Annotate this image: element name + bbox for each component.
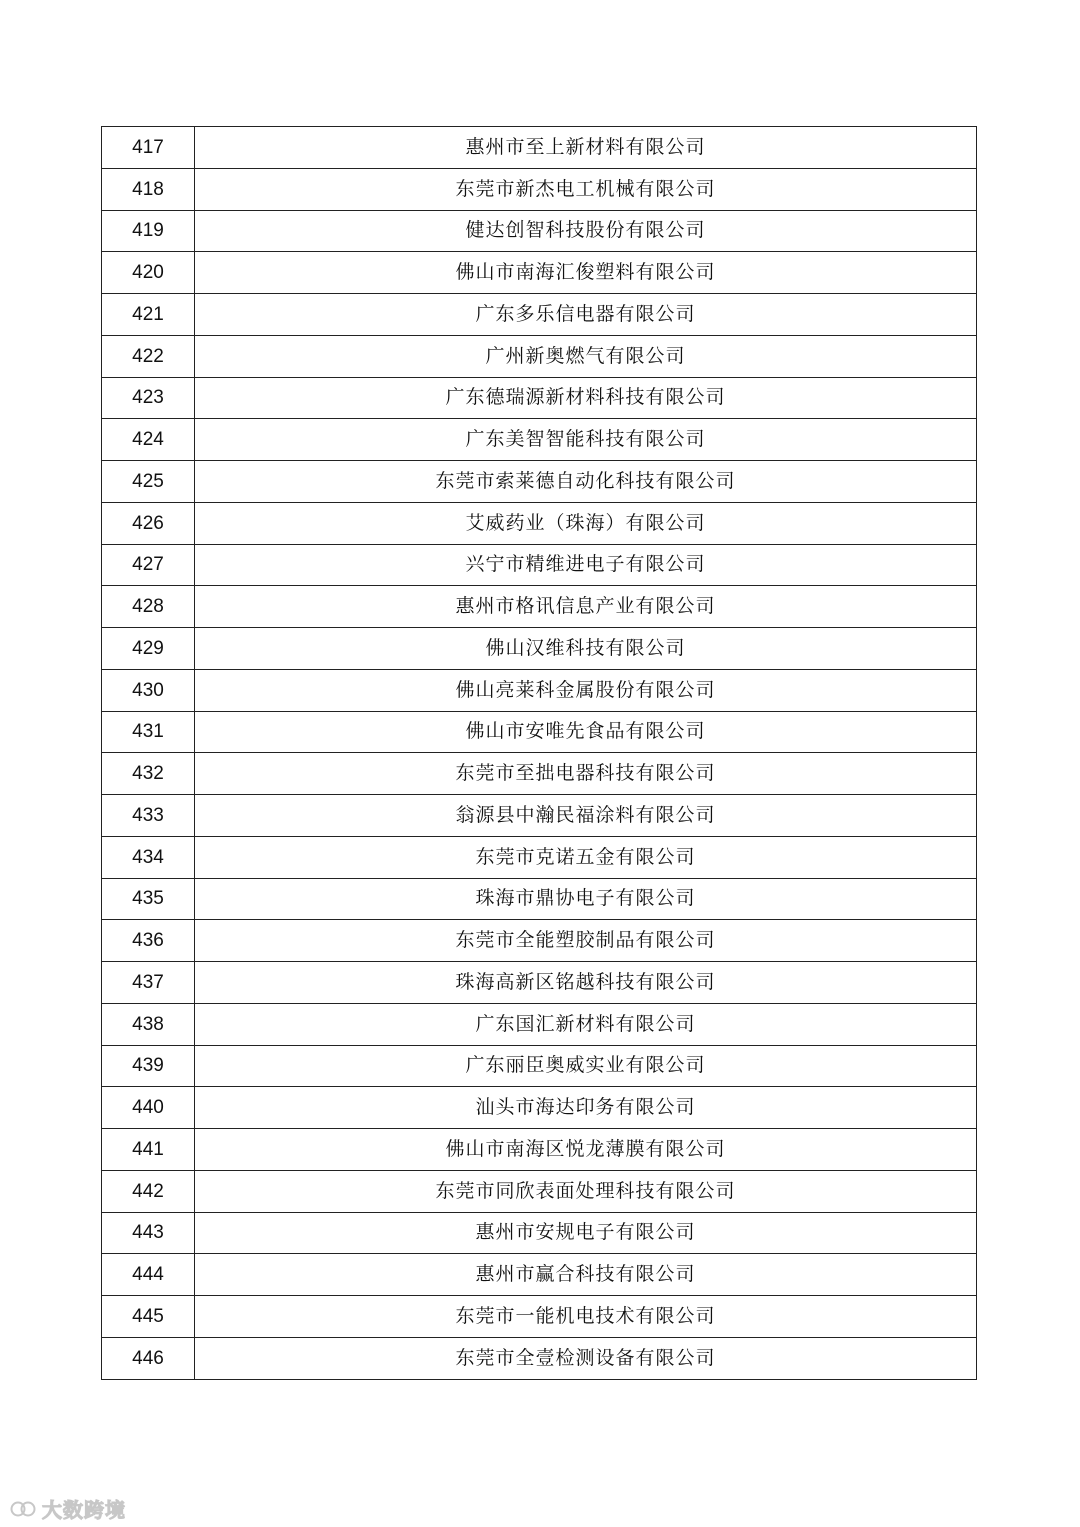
- table-row: [102, 544, 977, 586]
- company-name-cell: 汕头市海达印务有限公司: [195, 1087, 977, 1129]
- table-row: [102, 502, 977, 544]
- row-number-cell: 443: [102, 1212, 195, 1254]
- company-name-cell: 东莞市新杰电工机械有限公司: [195, 168, 977, 210]
- row-number-cell: 436: [102, 920, 195, 962]
- row-number-cell: 437: [102, 962, 195, 1004]
- company-name-cell: 东莞市克诺五金有限公司: [195, 836, 977, 878]
- row-number-cell: 418: [102, 168, 195, 210]
- table-row: [102, 294, 977, 336]
- table-row: [102, 252, 977, 294]
- row-number-cell: 445: [102, 1296, 195, 1338]
- table-row: [102, 753, 977, 795]
- row-number-cell: 426: [102, 502, 195, 544]
- company-name-cell: 佛山市南海汇俊塑料有限公司: [195, 252, 977, 294]
- watermark-text: 大数跨境: [42, 1498, 126, 1522]
- company-name-cell: 惠州市赢合科技有限公司: [195, 1254, 977, 1296]
- table-row: [102, 419, 977, 461]
- table-row: [102, 335, 977, 377]
- company-name-cell: 东莞市全壹检测设备有限公司: [195, 1337, 977, 1379]
- row-number-cell: 438: [102, 1003, 195, 1045]
- company-name-cell: 珠海高新区铭越科技有限公司: [195, 962, 977, 1004]
- company-name-cell: 珠海市鼎协电子有限公司: [195, 878, 977, 920]
- row-number-cell: 417: [102, 127, 195, 169]
- company-name-cell: 广州新奥燃气有限公司: [195, 335, 977, 377]
- company-name-cell: 东莞市同欣表面处理科技有限公司: [195, 1170, 977, 1212]
- table-row: [102, 628, 977, 670]
- table-row: [102, 669, 977, 711]
- table-row: [102, 1087, 977, 1129]
- row-number-cell: 427: [102, 544, 195, 586]
- company-name-cell: 翁源县中瀚民福涂料有限公司: [195, 795, 977, 837]
- company-name-cell: 广东德瑞源新材料科技有限公司: [195, 377, 977, 419]
- table-row: [102, 1045, 977, 1087]
- row-number-cell: 431: [102, 711, 195, 753]
- table-row: [102, 377, 977, 419]
- company-name-cell: 广东国汇新材料有限公司: [195, 1003, 977, 1045]
- company-name-cell: 佛山亮莱科金属股份有限公司: [195, 669, 977, 711]
- table-row: [102, 1337, 977, 1379]
- company-name-cell: 惠州市安规电子有限公司: [195, 1212, 977, 1254]
- row-number-cell: 430: [102, 669, 195, 711]
- row-number-cell: 424: [102, 419, 195, 461]
- table-row: [102, 1296, 977, 1338]
- company-name-cell: 广东多乐信电器有限公司: [195, 294, 977, 336]
- watermark: [10, 1494, 126, 1523]
- company-name-cell: 东莞市索莱德自动化科技有限公司: [195, 461, 977, 503]
- row-number-cell: 422: [102, 335, 195, 377]
- company-name-cell: 东莞市全能塑胶制品有限公司: [195, 920, 977, 962]
- table-row: [102, 210, 977, 252]
- table-row: [102, 711, 977, 753]
- row-number-cell: 432: [102, 753, 195, 795]
- company-name-cell: 东莞市至拙电器科技有限公司: [195, 753, 977, 795]
- company-name-cell: 佛山市南海区悦龙薄膜有限公司: [195, 1129, 977, 1171]
- row-number-cell: 428: [102, 586, 195, 628]
- company-name-cell: 佛山市安唯先食品有限公司: [195, 711, 977, 753]
- company-name-cell: 惠州市至上新材料有限公司: [195, 127, 977, 169]
- row-number-cell: 441: [102, 1129, 195, 1171]
- table-row: [102, 795, 977, 837]
- row-number-cell: 419: [102, 210, 195, 252]
- row-number-cell: 433: [102, 795, 195, 837]
- table-row: [102, 836, 977, 878]
- row-number-cell: 446: [102, 1337, 195, 1379]
- row-number-cell: 425: [102, 461, 195, 503]
- table-row: [102, 1254, 977, 1296]
- company-name-cell: 佛山汉维科技有限公司: [195, 628, 977, 670]
- company-name-cell: 惠州市格讯信息产业有限公司: [195, 586, 977, 628]
- row-number-cell: 423: [102, 377, 195, 419]
- row-number-cell: 435: [102, 878, 195, 920]
- row-number-cell: 421: [102, 294, 195, 336]
- company-name-cell: 兴宁市精维进电子有限公司: [195, 544, 977, 586]
- table-row: [102, 962, 977, 1004]
- table-row: [102, 586, 977, 628]
- table-row: [102, 878, 977, 920]
- row-number-cell: 442: [102, 1170, 195, 1212]
- table-row: [102, 1212, 977, 1254]
- row-number-cell: 429: [102, 628, 195, 670]
- company-name-cell: 广东美智智能科技有限公司: [195, 419, 977, 461]
- table-body: [102, 127, 977, 1380]
- table-row: [102, 168, 977, 210]
- company-name-cell: 艾威药业（珠海）有限公司: [195, 502, 977, 544]
- watermark-logo-icon: [10, 1498, 36, 1520]
- row-number-cell: 440: [102, 1087, 195, 1129]
- row-number-cell: 444: [102, 1254, 195, 1296]
- table-row: [102, 461, 977, 503]
- table-row: [102, 127, 977, 169]
- table-row: [102, 920, 977, 962]
- row-number-cell: 434: [102, 836, 195, 878]
- company-name-cell: 广东丽臣奥威实业有限公司: [195, 1045, 977, 1087]
- row-number-cell: 420: [102, 252, 195, 294]
- row-number-cell: 439: [102, 1045, 195, 1087]
- company-list-table: [101, 126, 977, 1380]
- table-row: [102, 1129, 977, 1171]
- company-name-cell: 东莞市一能机电技术有限公司: [195, 1296, 977, 1338]
- table-row: [102, 1170, 977, 1212]
- table-row: [102, 1003, 977, 1045]
- company-name-cell: 健达创智科技股份有限公司: [195, 210, 977, 252]
